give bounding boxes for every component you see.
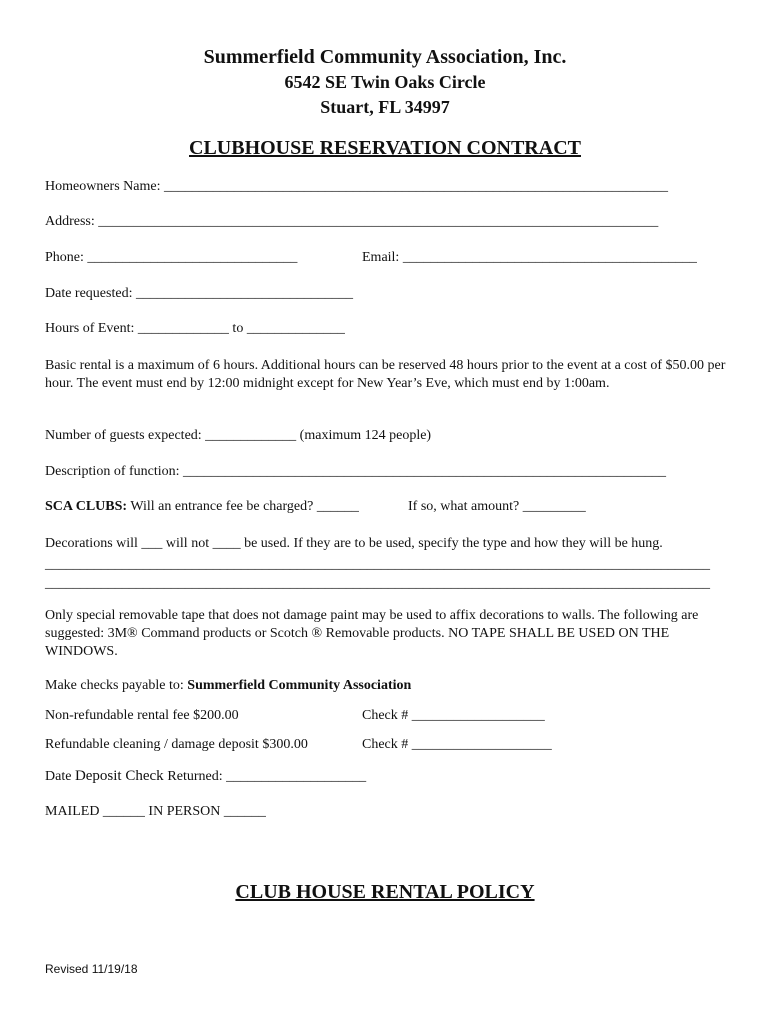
- sca-clubs-label: SCA CLUBS:: [45, 499, 128, 514]
- hours-of-event-field[interactable]: Hours of Event: _____________ to ______________: [45, 321, 345, 336]
- return-method-field[interactable]: MAILED ______ IN PERSON ______: [45, 804, 266, 819]
- city-state-zip: Stuart, FL 34997: [320, 97, 450, 117]
- description-field[interactable]: Description of function: _____________________________________________________________________: [45, 464, 667, 479]
- decorations-blank-line[interactable]: _______________________________________________________________________________________________: [45, 557, 710, 572]
- email-field[interactable]: Email: __________________________________________: [362, 250, 697, 265]
- address-field[interactable]: Address: ________________________________________________________________________________: [45, 214, 659, 229]
- deposit-returned-label-a: Date: [45, 769, 75, 784]
- deposit-returned-label-c: Returned: ____________________: [167, 769, 367, 784]
- homeowners-name-field[interactable]: Homeowners Name: ________________________________________________________________________: [45, 179, 668, 194]
- rental-terms-paragraph: Basic rental is a maximum of 6 hours. Additional hours can be reserved 48 hours prior to the event at a cost of $50.00 per hour. The event must end by 12:00 midnight except for New Year’s Eve, which must end by 1:00am.: [45, 358, 726, 391]
- deposit-label: Refundable cleaning / damage deposit $300.00: [45, 737, 308, 752]
- deposit-returned-label-b: Deposit Check: [74, 768, 168, 784]
- decorations-blank-line[interactable]: _______________________________________________________________________________________________: [45, 576, 710, 591]
- sca-clubs-row: [45, 499, 359, 515]
- deposit-returned-field[interactable]: [45, 767, 366, 785]
- decorations-field[interactable]: Decorations will ___ will not ____ be used. If they are to be used, specify the type and how they will be hung.: [45, 536, 663, 551]
- policy-title: CLUB HOUSE RENTAL POLICY: [235, 881, 535, 903]
- rental-check-field[interactable]: Check # ___________________: [362, 708, 545, 723]
- entrance-fee-amount-field[interactable]: If so, what amount? _________: [408, 499, 586, 514]
- revision-date: Revised 11/19/18: [45, 962, 138, 976]
- contract-title: CLUBHOUSE RESERVATION CONTRACT: [189, 137, 581, 159]
- street-address: 6542 SE Twin Oaks Circle: [284, 72, 486, 92]
- org-name: Summerfield Community Association, Inc.: [203, 46, 567, 68]
- phone-field[interactable]: Phone: ______________________________: [45, 250, 298, 265]
- tape-policy-paragraph: Only special removable tape that does not damage paint may be used to affix decorations to walls. The following are suggested: 3M® Command products or Scotch ® Removable products. NO TAPE SHALL BE USED ON THE WINDOWS.: [45, 608, 699, 659]
- payee-name: Summerfield Community Association: [187, 678, 412, 693]
- payee-label: Make checks payable to:: [45, 678, 184, 693]
- payee-line: [45, 678, 411, 694]
- rental-fee-label: Non-refundable rental fee $200.00: [45, 708, 239, 723]
- date-requested-field[interactable]: Date requested: _______________________________: [45, 286, 353, 301]
- guests-field[interactable]: Number of guests expected: _____________ (maximum 124 people): [45, 428, 432, 443]
- entrance-fee-question[interactable]: Will an entrance fee be charged? ______: [130, 499, 359, 514]
- deposit-check-field[interactable]: Check # ____________________: [362, 737, 552, 752]
